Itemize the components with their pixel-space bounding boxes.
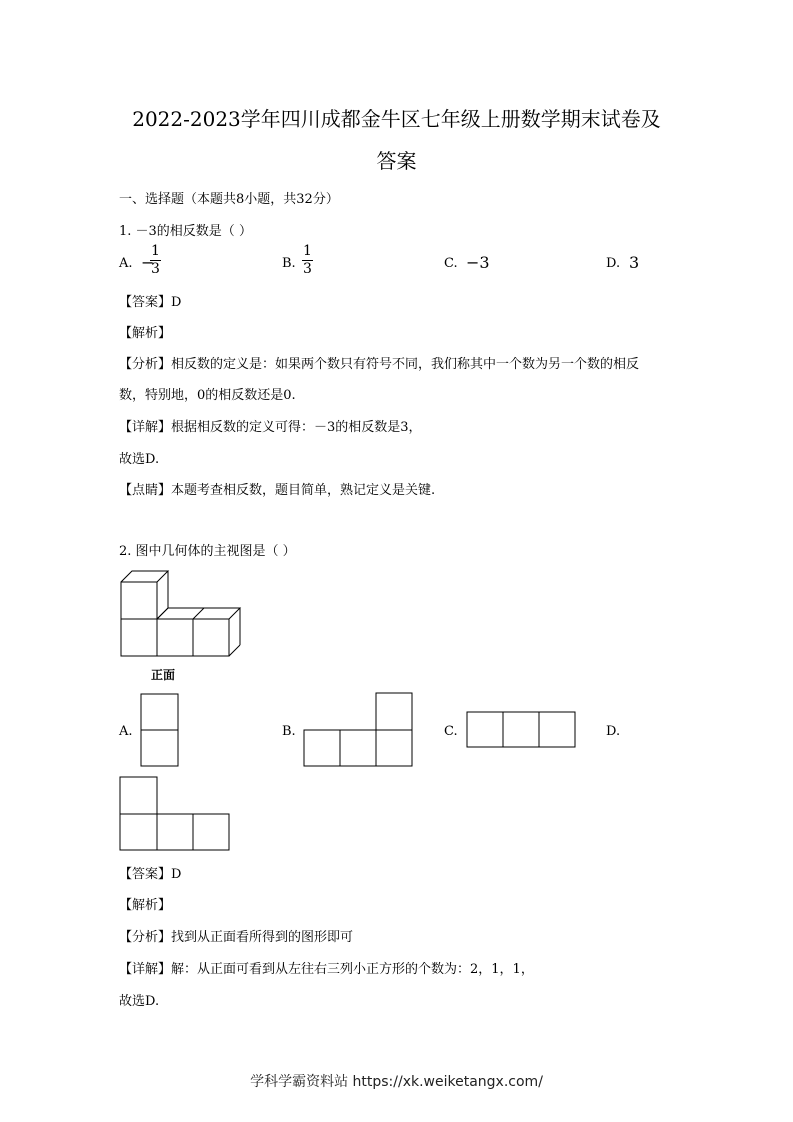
q1-fenxi-line-1: 【分析】相反数的定义是：如果两个数只有符号不同，我们称其中一个数为另一个数的相反 <box>119 357 640 372</box>
q2-option-a-figure <box>140 693 180 768</box>
q1-option-b-denominator: 3 <box>303 261 312 277</box>
q2-conclusion: 故选D. <box>119 994 160 1009</box>
q2-option-c-label: C. <box>444 724 458 739</box>
q1-option-a-numerator: 1 <box>151 243 160 259</box>
q1-fenxi-line-2: 数，特别地，0的相反数还是0. <box>119 388 296 403</box>
q2-figure-caption: 正面 <box>151 668 176 682</box>
q2-option-b-label: B. <box>282 724 296 739</box>
q1-stem: 1. －3的相反数是（ ） <box>119 224 252 239</box>
q1-option-d-value: 3 <box>629 253 640 272</box>
q1-option-b-label: B. <box>282 256 296 271</box>
q1-dianjing: 【点睛】本题考查相反数，题目简单，熟记定义是关键. <box>119 483 436 498</box>
document-title-line-2: 答案 <box>376 149 417 173</box>
q1-option-b-numerator: 1 <box>303 243 312 259</box>
document-title-line-1: 2022-2023学年四川成都金牛区七年级上册数学期末试卷及 <box>132 107 661 131</box>
q1-option-c-value: −3 <box>466 253 490 272</box>
q2-option-c-figure <box>465 711 578 749</box>
q1-answer: 【答案】D <box>119 295 182 310</box>
q2-xiangjie: 【详解】解：从正面可看到从左往右三列小正方形的个数为：2，1，1， <box>119 962 534 977</box>
q1-option-a-denominator: 3 <box>151 261 160 277</box>
q2-option-d-label: D. <box>606 724 621 739</box>
q1-conclusion: 故选D. <box>119 452 160 467</box>
q2-option-b-figure <box>302 692 414 768</box>
q2-answer: 【答案】D <box>119 867 182 882</box>
section-heading: 一、选择题（本题共8小题，共32分） <box>119 192 339 207</box>
q1-option-b-fraction <box>302 243 313 278</box>
q1-option-a-sign: − <box>141 253 155 272</box>
q1-option-c-label: C. <box>444 256 458 271</box>
q2-stem: 2. 图中几何体的主视图是（ ） <box>119 544 296 559</box>
q1-option-a-fraction <box>150 243 161 278</box>
q2-geometric-solid-figure <box>115 568 250 663</box>
q2-option-d-figure <box>119 776 232 852</box>
q1-option-d-label: D. <box>606 256 621 271</box>
q1-analysis-heading: 【解析】 <box>119 326 172 341</box>
q2-analysis-heading: 【解析】 <box>119 898 172 913</box>
q1-option-a-label: A. <box>119 256 133 271</box>
q1-xiangjie: 【详解】根据相反数的定义可得：－3的相反数是3， <box>119 420 422 435</box>
q2-fenxi: 【分析】找到从正面看所得到的图形即可 <box>119 930 354 945</box>
page-footer-watermark: 学科学霸资料站 https://xk.weiketangx.com/ <box>250 1074 543 1090</box>
q2-option-a-label: A. <box>119 724 133 739</box>
